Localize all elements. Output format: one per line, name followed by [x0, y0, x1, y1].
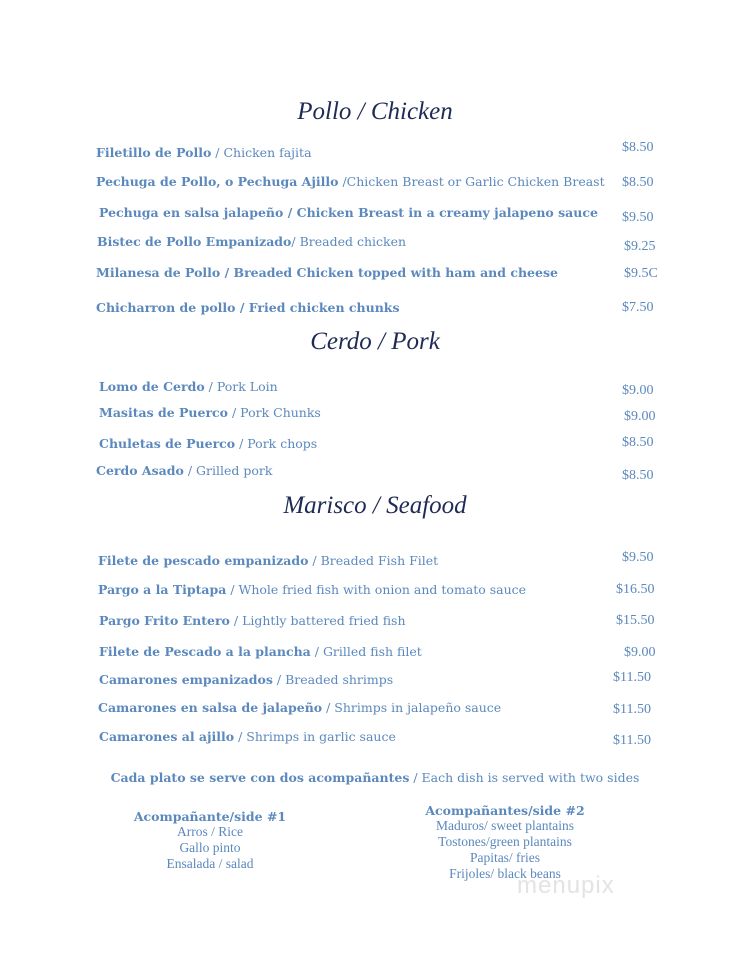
menu-item	[99, 379, 278, 394]
item-name-es: Bistec de Pollo Empanizado	[97, 234, 292, 249]
item-name-en: / Chicken fajita	[211, 145, 312, 160]
menu-item	[98, 700, 501, 715]
item-name-es: Camarones empanizados	[99, 672, 273, 687]
item-price: $15.50	[616, 613, 655, 628]
menu-item	[97, 234, 406, 249]
menu-item	[99, 436, 317, 451]
item-name-en: / Breaded chicken	[291, 234, 407, 249]
item-price: $8.50	[622, 140, 654, 155]
menu-item	[98, 553, 438, 568]
menu-item	[99, 729, 396, 744]
item-name-es: Pechuga de Pollo, o Pechuga Ajillo	[96, 174, 339, 189]
item-name-en: / Shrimps in jalapeño sauce	[322, 700, 502, 715]
item-name-en: / Grilled fish filet	[310, 644, 422, 659]
sides-note	[0, 770, 750, 785]
item-price: $8.50	[622, 175, 654, 190]
menu-item	[99, 613, 406, 628]
menu-item	[96, 265, 558, 280]
item-name-es: Lomo de Cerdo	[99, 379, 205, 394]
menu-item	[99, 672, 393, 687]
item-price: $9.00	[624, 645, 656, 660]
item-name-es: Camarones al ajillo	[99, 729, 235, 744]
sides-group-title: Acompañantes/side #2	[425, 803, 585, 818]
menu-item	[99, 205, 598, 220]
side-option: Tostones/green plantains	[438, 834, 572, 849]
item-price: $8.50	[622, 435, 654, 450]
sides-group-2	[410, 803, 600, 882]
item-price: $11.50	[613, 733, 651, 748]
item-name-es: Chicharron de pollo / Fried chicken chunks	[96, 300, 400, 315]
sides-group-title: Acompañante/side #1	[133, 809, 287, 824]
item-name-es: Pargo a la Tiptapa	[98, 582, 227, 597]
item-price: $7.50	[622, 300, 654, 315]
side-option: Ensalada / salad	[166, 856, 254, 871]
item-name-en: / Shrimps in garlic sauce	[234, 729, 396, 744]
item-name-es: Pargo Frito Entero	[99, 613, 230, 628]
item-name-es: Filetillo de Pollo	[96, 145, 212, 160]
item-name-es: Cerdo Asado	[96, 463, 184, 478]
side-option: Arros / Rice	[177, 824, 243, 839]
menu-item	[98, 582, 526, 597]
item-price: $8.50	[622, 468, 654, 483]
item-name-es: Masitas de Puerco	[99, 405, 229, 420]
menu-item	[96, 174, 605, 189]
watermark-logo: menupix	[517, 872, 615, 899]
item-name-en: / Breaded shrimps	[272, 672, 394, 687]
item-price: $9.00	[624, 409, 656, 424]
item-name-es: Chuletas de Puerco	[99, 436, 236, 451]
side-option: Papitas/ fries	[469, 850, 541, 865]
section-title-pork: Cerdo / Pork	[310, 328, 440, 355]
item-price: $9.00	[622, 383, 654, 398]
section-title-chicken: Pollo / Chicken	[297, 98, 453, 125]
item-name-en: /Chicken Breast or Garlic Chicken Breast	[338, 174, 605, 189]
side-option: Frijoles/ black beans	[449, 866, 561, 881]
item-name-en: / Grilled pork	[183, 463, 273, 478]
item-name-es: Filete de pescado empanizado	[98, 553, 309, 568]
menu-item	[99, 644, 422, 659]
item-name-es: Camarones en salsa de jalapeño	[98, 700, 323, 715]
menu-item	[99, 405, 321, 420]
side-option: Maduros/ sweet plantains	[436, 818, 574, 833]
item-price: $11.50	[613, 702, 651, 717]
item-price: $9.5C	[624, 266, 658, 281]
sides-group-1	[120, 809, 300, 872]
item-price: $9.50	[622, 210, 654, 225]
menu-item	[96, 463, 272, 478]
sides-note-es: Cada plato se serve con dos acompañantes	[110, 770, 410, 785]
menu-item	[96, 145, 312, 160]
item-price: $11.50	[613, 670, 651, 685]
item-name-en: / Whole fried fish with onion and tomato sauce	[226, 582, 527, 597]
item-name-en: / Lightly battered fried fish	[229, 613, 406, 628]
item-price: $9.50	[622, 550, 654, 565]
sides-note-en: / Each dish is served with two sides	[409, 770, 640, 785]
item-name-es: Filete de Pescado a la plancha	[99, 644, 311, 659]
item-name-es: Milanesa de Pollo / Breaded Chicken topped with ham and cheese	[96, 265, 558, 280]
item-name-es: Pechuga en salsa jalapeño / Chicken Breast in a creamy jalapeno sauce	[99, 205, 598, 220]
item-price: $9.25	[624, 239, 656, 254]
item-price: $16.50	[616, 582, 655, 597]
item-name-en: / Breaded Fish Filet	[308, 553, 439, 568]
item-name-en: / Pork Chunks	[228, 405, 321, 420]
menu-item	[96, 300, 399, 315]
side-option: Gallo pinto	[179, 840, 241, 855]
section-title-seafood: Marisco / Seafood	[283, 492, 467, 519]
item-name-en: / Pork Loin	[204, 379, 278, 394]
item-name-en: / Pork chops	[235, 436, 318, 451]
